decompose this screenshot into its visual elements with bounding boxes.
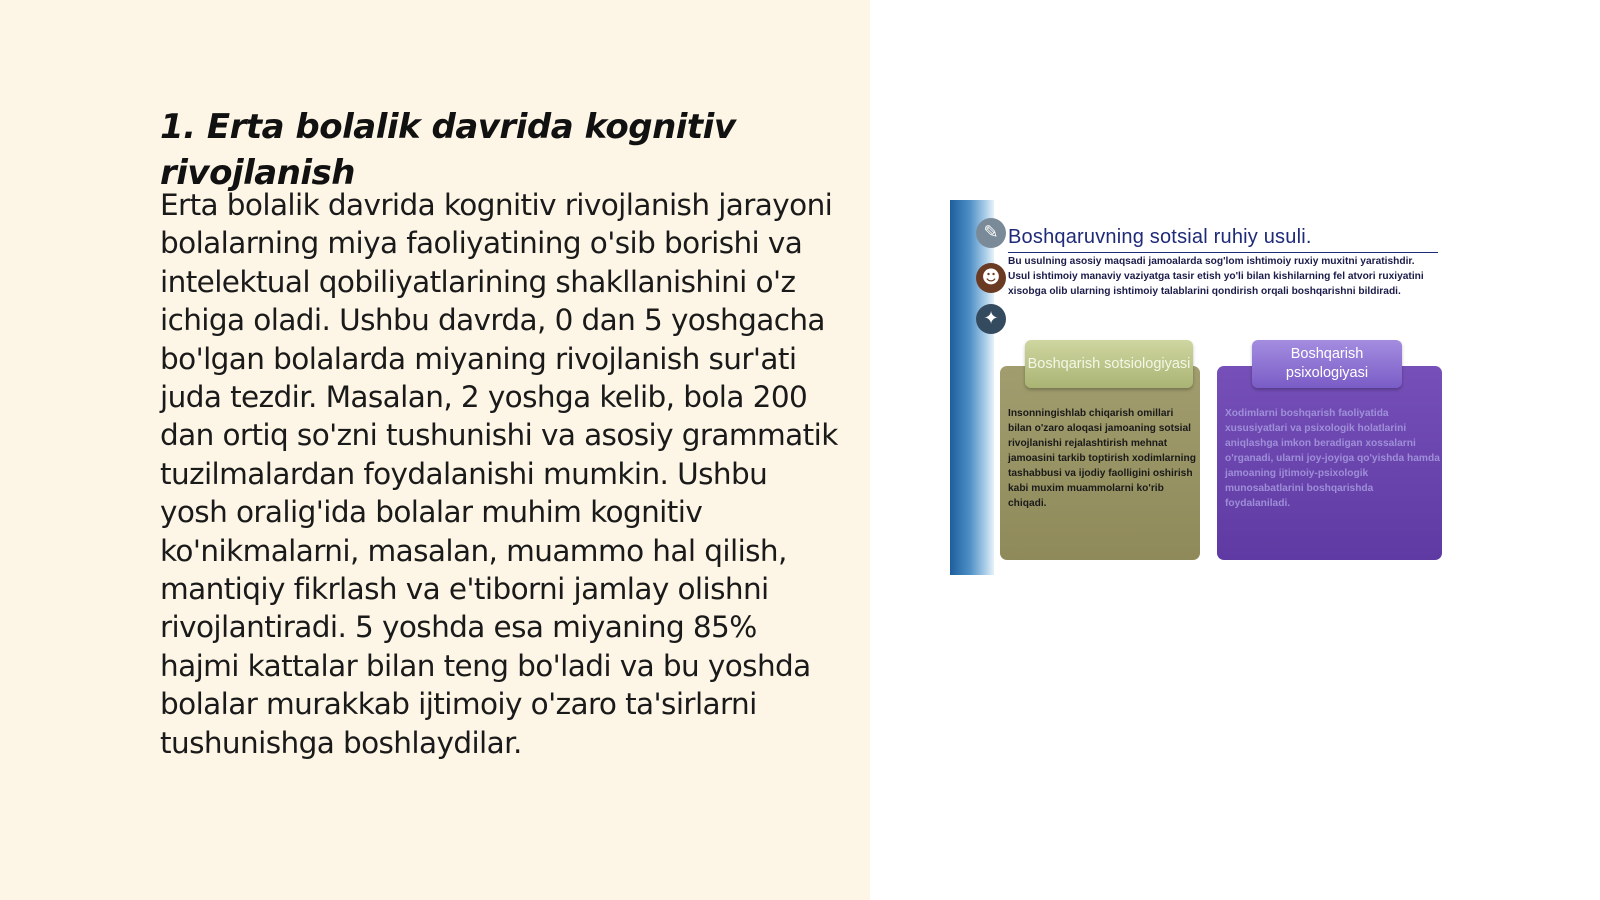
blue-side-bar	[950, 200, 994, 575]
title-underline	[1008, 252, 1438, 253]
psychology-text: Xodimlarni boshqarish faoliyatida xususiyatlari va psixologik holatlarini aniqlashga imkon beradigan xossalarni o'rganadi, ularni joy-joyiga qo'yishda hamda jamoaning ijtimoiy-psixologik munosabatlarini boshqarishda foydalaniladi.	[1225, 408, 1440, 509]
slide-body-text: Erta bolalik davrida kognitiv rivojlanish jarayoni bolalarning miya faoliyatining o'sib borishi va intelektual qobiliyatlarining shakllanishini o'z ichiga oladi. Ushbu davrda, 0 dan 5 yoshgacha bo'lgan bolalarda miyaning rivojlanish sur'ati juda tezdir. Masalan, 2 yoshga kelib, bola 200 dan ortiq so'zni tushunishi va asosiy grammatik tuzilmalardan foydalanishi mumkin. Ushbu yosh oralig'ida bolalar muhim kognitiv ko'nikmalarni, masalan, muammo hal qilish, mantiqiy fikrlash va e'tiborni jamlay olishni rivojlantiradi. 5 yoshda esa miyaning 85% hajmi kattalar bilan teng bo'ladi va bu yoshda bolalar murakkab ijtimoiy o'zaro ta'sirlarni tushunishga boshlaydilar.	[160, 188, 838, 760]
infographic-image	[950, 200, 1450, 575]
infographic-description: Bu usulning asosiy maqsadi jamoalarda sog'lom ishtimoiy ruxiy muxitni yaratishdir. Usul ishtimoiy manaviy vaziyatga tasir etish yo'li bilan kishilarning fel atvori ruxiyatini xisobga olib ularning ishtimoiy talablarini qondirish orqali boshqarishni bildiradi.	[1008, 256, 1424, 297]
sociology-heading: Boshqarish sotsiologiyasi	[1025, 340, 1193, 388]
psychology-heading: Boshqarish psixologiyasi	[1252, 340, 1402, 388]
slide-title: 1. Erta bolalik davrida kognitiv rivojlanish	[160, 107, 736, 193]
sociology-text: Insonningishlab chiqarish omillari bilan o'zaro aloqasi jamoaning sotsial rivojlanishi rejalashtirish mehnat jamoasini tarkib toptirish xodimlarning tashabbusi va ijodiy faolligini oshirish kabi muxim muammolarni ko'rib chiqadi.	[1008, 408, 1196, 509]
wrench-icon: ✎	[976, 218, 1006, 248]
person-icon: ☻	[976, 263, 1006, 293]
figure-icon: ✦	[976, 304, 1006, 334]
infographic-title: Boshqaruvning sotsial ruhiy usuli.	[1008, 226, 1312, 248]
